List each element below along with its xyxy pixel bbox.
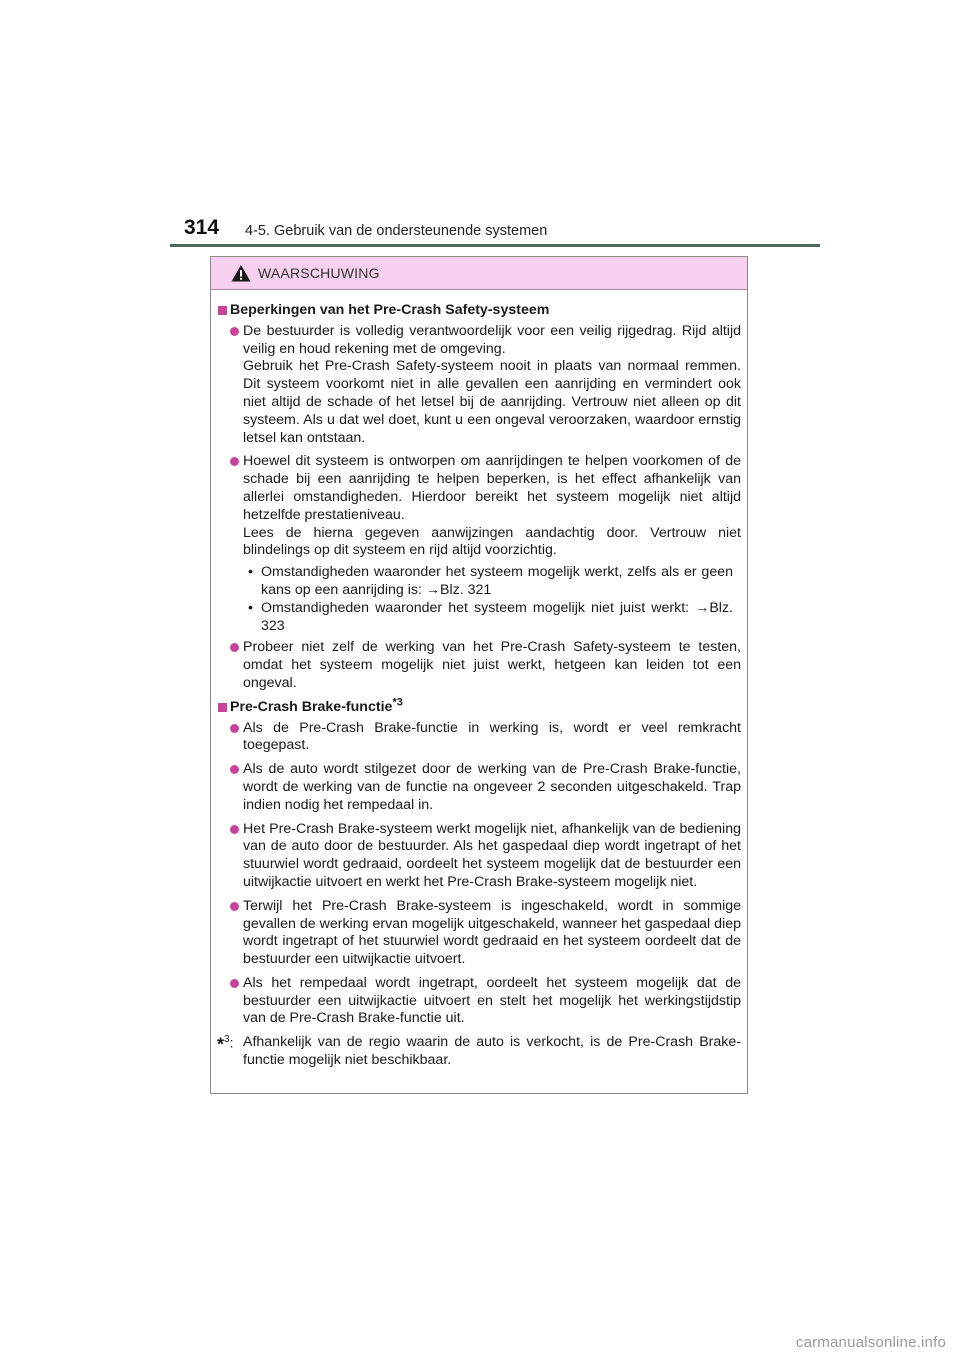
sub-list-text: Omstandigheden waaronder het systeem mogelijk niet juist werkt: →Blz. 323 <box>261 599 733 634</box>
sub-list-item <box>217 564 741 600</box>
bullet-item <box>217 453 741 560</box>
footnote-asterisk: * <box>217 1034 225 1055</box>
warning-header <box>211 257 747 290</box>
page-header <box>170 212 820 246</box>
heading-footnote-ref: *3 <box>392 696 403 708</box>
circle-bullet-icon <box>230 457 239 466</box>
warning-triangle-icon <box>231 264 251 282</box>
bullet-paragraph: Terwijl het Pre-Crash Brake-systeem is ingeschakeld, wordt in sommige gevallen de werking ervan mogelijk uitgeschakeld, wanneer het gaspedaal diep wordt ingetrapt of het stuurwiel wordt gedraaid en het systeem oordeelt dat de bestuurder een uitwijkactie uitvoert. <box>243 897 741 968</box>
sub-list-item <box>217 600 741 636</box>
bullet-item <box>217 761 741 814</box>
bullet-paragraph: De bestuurder is volledig verantwoordelijk voor een veilig rijgedrag. Rijd altijd veilig en houd rekening met de omgeving. <box>243 322 741 357</box>
dot-marker-icon: • <box>248 599 253 616</box>
bullet-paragraph: Als de Pre-Crash Brake-functie in werking is, wordt er veel remkracht toegepast. <box>243 719 741 754</box>
warning-box <box>210 256 748 1094</box>
bullet-paragraph: Probeer niet zelf de werking van het Pre-Crash Safety-systeem te testen, omdat het systeem mogelijk niet juist werkt, hetgeen kan leiden tot een ongeval. <box>243 639 741 691</box>
bullet-item <box>217 639 741 692</box>
circle-bullet-icon <box>230 643 239 652</box>
bullet-paragraph: Als het rempedaal wordt ingetrapt, oordeelt het systeem mogelijk dat de bestuurder een uitwijkactie uitvoert en stelt het mogelijk het werkingstijdstip van de Pre-Crash Brake-functie uit. <box>243 974 741 1027</box>
section-title: 4-5. Gebruik van de ondersteunende systemen <box>245 223 548 239</box>
footnote <box>217 1034 741 1070</box>
circle-bullet-icon <box>230 825 239 834</box>
square-bullet-icon <box>218 703 227 712</box>
square-bullet-icon <box>218 306 227 315</box>
circle-bullet-icon <box>230 765 239 774</box>
bullet-item <box>217 821 741 892</box>
circle-bullet-icon <box>230 327 239 336</box>
watermark: carmanualsonline.info <box>795 1334 946 1351</box>
section-heading-text: Beperkingen van het Pre-Crash Safety-systeem <box>230 302 550 318</box>
circle-bullet-icon <box>230 902 239 911</box>
footnote-marker: *$^3$: <box>217 1034 234 1055</box>
bullet-paragraph: Als de auto wordt stilgezet door de werking van de Pre-Crash Brake-functie, wordt de werking van de functie na ongeveer 2 seconden uitgeschakeld. Trap indien nodig het rempedaal in. <box>243 761 741 813</box>
footnote-number: 3 <box>224 1034 230 1046</box>
section-heading-text: Pre-Crash Brake-functie <box>230 698 393 715</box>
sub-list-text: Omstandigheden waaronder het systeem mogelijk werkt, zelfs als er geen kans op een aanrijding is: →Blz. 321 <box>261 564 733 598</box>
bullet-paragraph: Het Pre-Crash Brake-systeem werkt mogelijk niet, afhankelijk van de bediening van de auto door de bestuurder. Als het gaspedaal diep wordt ingetrapt of het stuurwiel wordt gedraaid, oordeelt het systeem mogelijk dat de bestuurder een uitwijkactie uitvoert en werkt het Pre-Crash Brake-systeem mogelijk niet. <box>243 820 741 890</box>
bullet-item <box>217 323 741 448</box>
section-heading <box>217 302 741 320</box>
dot-marker-icon: • <box>248 564 253 581</box>
bullet-item <box>217 898 741 969</box>
section-heading <box>217 696 741 717</box>
circle-bullet-icon <box>230 979 239 988</box>
bullet-paragraph: Lees de hierna gegeven aanwijzingen aandachtig door. Vertrouw niet blindelings op dit systeem en rijd altijd voorzichtig. <box>243 524 741 559</box>
circle-bullet-icon <box>230 724 239 733</box>
bullet-paragraph: Gebruik het Pre-Crash Safety-systeem nooit in plaats van normaal remmen. Dit systeem voorkomt niet in alle gevallen een aanrijding en vermindert ook niet altijd de schade of het letsel bij de aanrijding. Vertrouw niet alleen op dit systeem. Als u dat wel doet, kunt u een ongeval veroorzaken, waardoor ernstig letsel kan ontstaan. <box>243 358 741 446</box>
warning-body <box>211 290 747 1070</box>
sub-list <box>217 564 741 635</box>
warning-title: WAARSCHUWING <box>258 265 380 281</box>
bullet-item <box>217 720 741 756</box>
bullet-paragraph: Hoewel dit systeem is ontworpen om aanrijdingen te helpen voorkomen of de schade bij een aanrijding te helpen beperken, is het effect afhankelijk van allerlei omstandigheden. Hierdoor bereikt het systeem mogelijk niet altijd hetzelfde prestatieniveau. <box>243 453 741 523</box>
footnote-text: Afhankelijk van de regio waarin de auto is verkocht, is de Pre-Crash Brake-functie mogelijk niet beschikbaar. <box>243 1034 741 1069</box>
bullet-item <box>217 975 741 1028</box>
header-divider <box>170 244 820 247</box>
page-number: 314 <box>184 216 220 239</box>
